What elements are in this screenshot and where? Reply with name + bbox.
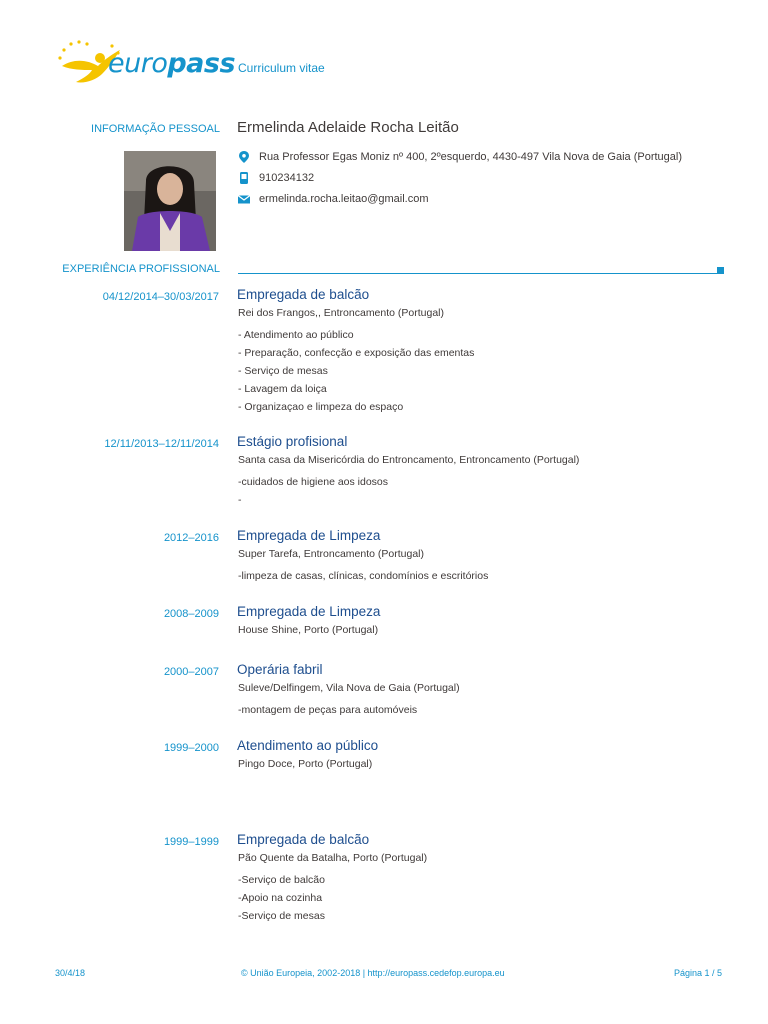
- footer-copyright: © União Europeia, 2002-2018 | http://europass.cedefop.europa.eu: [241, 968, 505, 978]
- duty-item: - Serviço de mesas: [238, 365, 328, 377]
- footer-date: 30/4/18: [55, 968, 86, 978]
- experience-job-title: Operária fabril: [237, 662, 323, 677]
- experience-employer: Pão Quente da Batalha, Porto (Portugal): [238, 852, 428, 864]
- contact-email: [237, 192, 429, 206]
- section-divider: [238, 273, 718, 274]
- experience-employer: Pingo Doce, Porto (Portugal): [238, 758, 373, 770]
- experience-date: 1999–2000: [163, 742, 219, 754]
- duty-item: - Organizaçao e limpeza do espaço: [238, 401, 404, 413]
- duty-item: -cuidados de higiene aos idosos: [238, 476, 389, 488]
- experience-duties: [238, 871, 325, 925]
- duty-item: -limpeza de casas, clínicas, condomínios e escritórios: [238, 570, 489, 582]
- duty-item: -Apoio na cozinha: [238, 892, 323, 904]
- europass-wordmark: europass: [108, 48, 236, 79]
- experience-date: 2008–2009: [163, 608, 219, 620]
- experience-date: 12/11/2013–12/11/2014: [104, 438, 219, 450]
- mobile-phone-icon: [237, 171, 251, 185]
- experience-job-title: Empregada de balcão: [237, 287, 370, 302]
- duty-item: -: [238, 494, 242, 506]
- experience-duties: [238, 473, 388, 509]
- experience-job-title: Empregada de Limpeza: [237, 528, 381, 543]
- experience-duties: [238, 326, 474, 416]
- document-title: Curriculum vitae: [238, 61, 325, 75]
- experience-date: 04/12/2014–30/03/2017: [102, 291, 219, 303]
- contact-address: [237, 150, 682, 164]
- experience-date: 1999–1999: [163, 836, 219, 848]
- experience-date: 2000–2007: [163, 666, 219, 678]
- experience-duties: [238, 701, 417, 719]
- footer-page-number: Página 1 / 5: [673, 968, 722, 978]
- duty-item: - Atendimento ao público: [238, 329, 354, 341]
- location-pin-icon: [237, 150, 251, 164]
- experience-job-title: Empregada de balcão: [237, 832, 370, 847]
- section-divider-marker: [717, 267, 724, 274]
- duty-item: - Lavagem da loiça: [238, 383, 327, 395]
- duty-item: -montagem de peças para automóveis: [238, 704, 418, 716]
- duty-item: - Preparação, confecção e exposição das ementas: [238, 347, 475, 359]
- experience-employer: House Shine, Porto (Portugal): [238, 624, 379, 636]
- experience-employer: Suleve/Delfingem, Vila Nova de Gaia (Portugal): [238, 682, 460, 694]
- address-text: Rua Professor Egas Moniz nº 400, 2ºesquerdo, 4430-497 Vila Nova de Gaia (Portugal): [259, 151, 683, 163]
- profile-photo: [124, 151, 216, 251]
- section-label-personal-info: INFORMAÇÃO PESSOAL: [91, 123, 220, 135]
- duty-item: -Serviço de balcão: [238, 874, 325, 886]
- experience-job-title: Estágio profisional: [237, 434, 348, 449]
- section-label-experience: EXPERIÊNCIA PROFISSIONAL: [62, 263, 220, 275]
- email-text: ermelinda.rocha.leitao@gmail.com: [259, 193, 429, 205]
- phone-text: 910234132: [259, 172, 315, 184]
- experience-employer: Santa casa da Misericórdia do Entroncamento, Entroncamento (Portugal): [238, 454, 580, 466]
- experience-job-title: Empregada de Limpeza: [237, 604, 381, 619]
- contact-phone: [237, 171, 314, 185]
- experience-employer: Super Tarefa, Entroncamento (Portugal): [238, 548, 424, 560]
- experience-job-title: Atendimento ao público: [237, 738, 379, 753]
- experience-duties: [238, 567, 488, 585]
- experience-employer: Rei dos Frangos,, Entroncamento (Portugal): [238, 307, 445, 319]
- person-name: Ermelinda Adelaide Rocha Leitão: [237, 119, 459, 136]
- envelope-icon: [237, 192, 251, 206]
- experience-date: 2012–2016: [163, 532, 219, 544]
- duty-item: -Serviço de mesas: [238, 910, 325, 922]
